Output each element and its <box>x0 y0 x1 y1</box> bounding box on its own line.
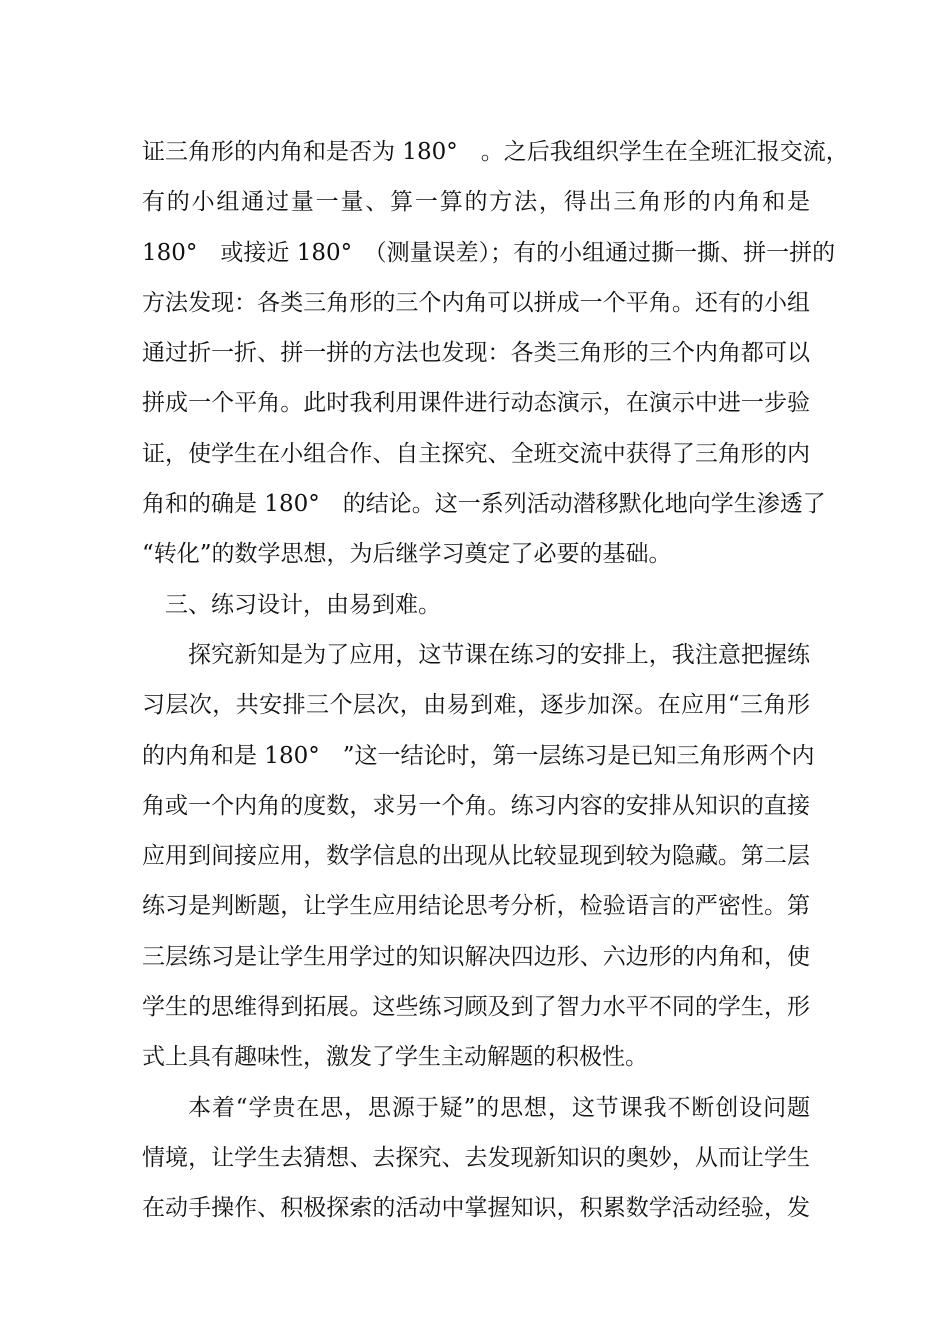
paragraph-line: 的内角和是 180° ”这一结论时，第一层练习是已知三角形两个内 <box>142 742 815 769</box>
paragraph-line: 方法发现：各类三角形的三个内角可以拼成一个平角。还有的小组 <box>142 289 810 316</box>
paragraph-line: 180° 或接近 180° （测量误差）；有的小组通过撕一撕、拼一拼的 <box>142 239 836 266</box>
paragraph-line: 拼成一个平角。此时我利用课件进行动态演示，在演示中进一步验 <box>142 390 810 417</box>
paragraph-line: 式上具有趣味性，激发了学生主动解题的积极性。 <box>142 1044 648 1071</box>
paragraph-line: 习层次，共安排三个层次，由易到难，逐步加深。在应用“三角形 <box>142 692 810 719</box>
paragraph-line: 应用到间接应用，数学信息的出现从比较显现到较为隐藏。第二层 <box>142 843 810 870</box>
section-heading: 三、练习设计，由易到难。 <box>165 591 441 618</box>
paragraph-first-line: 探究新知是为了应用，这节课在练习的安排上，我注意把握练 <box>188 641 810 668</box>
paragraph-line: 角或一个内角的度数，求另一个角。练习内容的安排从知识的直接 <box>142 792 810 819</box>
paragraph-line: 情境，让学生去猜想、去探究、去发现新知识的奥妙，从而让学生 <box>142 1144 810 1171</box>
paragraph-line: 证三角形的内角和是否为 180° 。之后我组织学生在全班汇报交流， <box>142 139 849 165</box>
paragraph-line: 证，使学生在小组合作、自主探究、全班交流中获得了三角形的内 <box>142 440 810 467</box>
paragraph-line: 练习是判断题，让学生应用结论思考分析，检验语言的严密性。第 <box>142 893 810 920</box>
paragraph-line: 三层练习是让学生用学过的知识解决四边形、六边形的内角和，使 <box>142 943 810 970</box>
paragraph-line: 学生的思维得到拓展。这些练习顾及到了智力水平不同的学生，形 <box>142 994 810 1021</box>
paragraph-line: “转化”的数学思想，为后继学习奠定了必要的基础。 <box>142 541 672 568</box>
paragraph-line: 通过折一折、拼一拼的方法也发现：各类三角形的三个内角都可以 <box>142 340 810 367</box>
paragraph-line: 在动手操作、积极探索的活动中掌握知识，积累数学活动经验，发 <box>142 1195 810 1222</box>
paragraph-line: 有的小组通过量一量、算一算的方法，得出三角形的内角和是 <box>142 189 810 216</box>
body-text <box>142 127 849 1234</box>
paragraph-first-line: 本着“学贵在思，思源于疑”的思想，这节课我不断创设问题 <box>188 1094 810 1121</box>
paragraph-line: 角和的确是 180° 的结论。这一系列活动潜移默化地向学生渗透了 <box>142 491 826 518</box>
